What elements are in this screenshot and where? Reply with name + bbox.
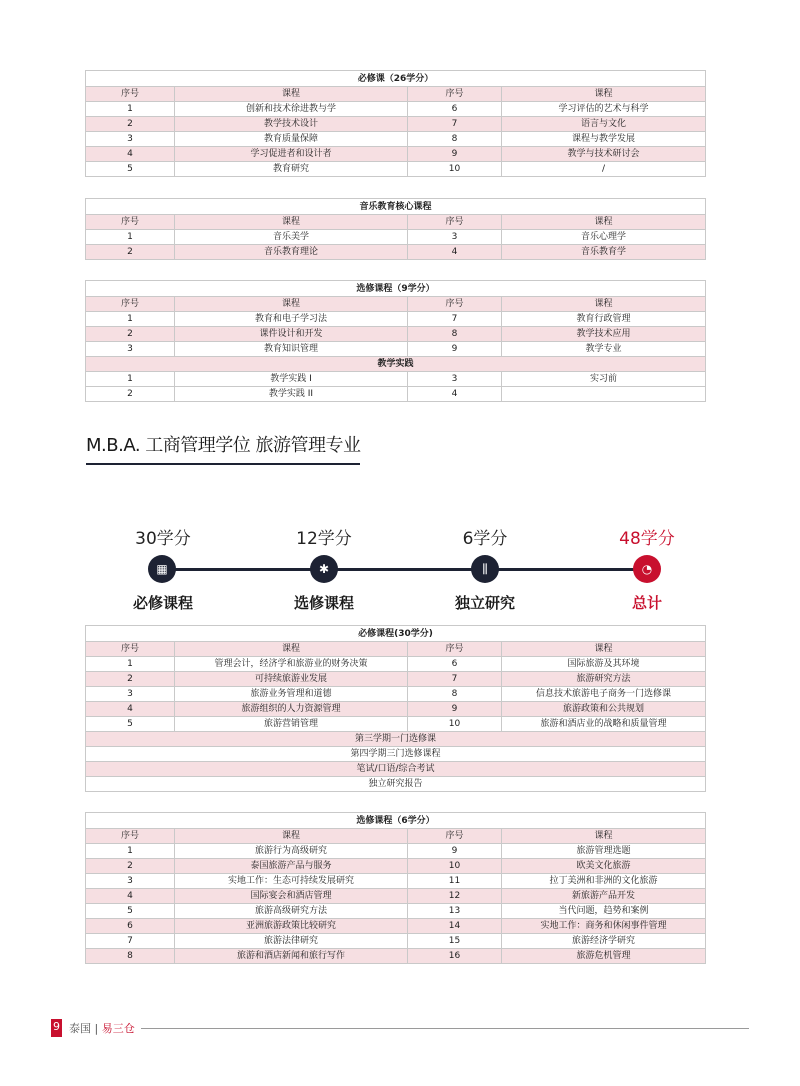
- cell-course: 实习前: [502, 372, 706, 387]
- cell-no: 2: [86, 859, 175, 874]
- header-no: 序号: [86, 87, 175, 102]
- header-course: 课程: [502, 829, 706, 844]
- cell-course: 音乐心理学: [502, 230, 706, 245]
- note-row: 独立研究报告: [86, 777, 706, 792]
- cell-no: 1: [86, 372, 175, 387]
- cell-no: 4: [408, 387, 502, 402]
- header-no: 序号: [86, 215, 175, 230]
- cell-no: 10: [408, 162, 502, 177]
- cell-no: 8: [86, 949, 175, 964]
- header-no: 序号: [86, 297, 175, 312]
- note-row: 第四学期三门选修课程: [86, 747, 706, 762]
- table-row: [86, 859, 706, 874]
- timeline-label-required: 必修课程: [132, 594, 193, 612]
- table-row: [86, 372, 706, 387]
- cell-no: 6: [408, 102, 502, 117]
- cell-course: 教学技术应用: [502, 327, 706, 342]
- section-title: M.B.A. 工商管理学位 旅游管理专业: [86, 431, 360, 465]
- cell-course: 学习促进者和设计者: [175, 147, 408, 162]
- cell-no: 3: [86, 132, 175, 147]
- table-row: [86, 230, 706, 245]
- elective-courses-table-1: [85, 280, 706, 402]
- cell-no: 9: [408, 844, 502, 859]
- header-course: 课程: [502, 215, 706, 230]
- required-courses-table-1: [85, 70, 706, 177]
- table-row: [86, 117, 706, 132]
- cell-course: 旅游经济学研究: [502, 934, 706, 949]
- asterisk-icon: ✱: [310, 555, 338, 583]
- cell-no: 9: [408, 702, 502, 717]
- cell-course: 旅游危机管理: [502, 949, 706, 964]
- cell-course: 课件设计和开发: [175, 327, 408, 342]
- header-course: 课程: [502, 642, 706, 657]
- table-row: [86, 874, 706, 889]
- header-course: 课程: [175, 642, 408, 657]
- cell-no: 1: [86, 844, 175, 859]
- cell-no: 8: [408, 687, 502, 702]
- cell-course: 课程与教学发展: [502, 132, 706, 147]
- cell-no: 16: [408, 949, 502, 964]
- table-row: [86, 342, 706, 357]
- cell-no: 9: [408, 147, 502, 162]
- page-number: 9: [51, 1019, 62, 1037]
- cell-course: 欧美文化旅游: [502, 859, 706, 874]
- cell-no: 1: [86, 312, 175, 327]
- cell-course: 教学专业: [502, 342, 706, 357]
- pie-chart-icon: ◔: [633, 555, 661, 583]
- cell-course: [502, 387, 706, 402]
- cell-no: 3: [86, 342, 175, 357]
- cell-course: 可持续旅游业发展: [175, 672, 408, 687]
- header-course: 课程: [502, 297, 706, 312]
- cell-no: 8: [408, 327, 502, 342]
- cell-course: 旅游高级研究方法: [175, 904, 408, 919]
- cell-no: 3: [408, 230, 502, 245]
- table-row: [86, 934, 706, 949]
- cell-course: 旅游管理选题: [502, 844, 706, 859]
- cell-no: 2: [86, 327, 175, 342]
- cell-no: 6: [408, 657, 502, 672]
- grid-icon: ▦: [148, 555, 176, 583]
- cell-no: 5: [86, 717, 175, 732]
- cell-no: 10: [408, 859, 502, 874]
- cell-course: 教育知识管理: [175, 342, 408, 357]
- cell-course: 实地工作：商务和休闲事件管理: [502, 919, 706, 934]
- timeline-line: [162, 568, 654, 571]
- cell-course: 创新和技术徐进教与学: [175, 102, 408, 117]
- table-row: [86, 387, 706, 402]
- cell-no: 3: [408, 372, 502, 387]
- cell-no: 2: [86, 245, 175, 260]
- header-no: 序号: [408, 829, 502, 844]
- header-no: 序号: [408, 87, 502, 102]
- cell-no: 4: [86, 702, 175, 717]
- cell-course: 旅游营销管理: [175, 717, 408, 732]
- cell-no: 1: [86, 102, 175, 117]
- header-no: 序号: [86, 829, 175, 844]
- cell-course: 旅游业务管理和道德: [175, 687, 408, 702]
- cell-no: 6: [86, 919, 175, 934]
- cell-no: 7: [408, 672, 502, 687]
- cell-no: 5: [86, 162, 175, 177]
- cell-course: 教育研究: [175, 162, 408, 177]
- cell-course: 音乐美学: [175, 230, 408, 245]
- cell-no: 3: [86, 874, 175, 889]
- cell-course: /: [502, 162, 706, 177]
- table-row: [86, 702, 706, 717]
- table-row: [86, 672, 706, 687]
- note-row: 第三学期一门选修课: [86, 732, 706, 747]
- table-title: 音乐教育核心课程: [86, 199, 706, 215]
- cell-course: 国际宴会和酒店管理: [175, 889, 408, 904]
- cell-course: 语言与文化: [502, 117, 706, 132]
- table-subtitle: 教学实践: [86, 357, 706, 372]
- note-row: 笔试/口语/综合考试: [86, 762, 706, 777]
- cell-course: 旅游行为高级研究: [175, 844, 408, 859]
- timeline-credit-required: 30学分: [135, 529, 191, 549]
- cell-course: 旅游研究方法: [502, 672, 706, 687]
- table-row: [86, 312, 706, 327]
- cell-course: 教学技术设计: [175, 117, 408, 132]
- cell-course: 信息技术旅游电子商务一门选修课: [502, 687, 706, 702]
- footer-text: [69, 1020, 135, 1036]
- cell-course: 实地工作：生态可持续发展研究: [175, 874, 408, 889]
- cell-no: 5: [86, 904, 175, 919]
- cell-course: 教学与技术研讨会: [502, 147, 706, 162]
- timeline-credit-elective: 12学分: [296, 529, 352, 549]
- table-row: [86, 132, 706, 147]
- table-row: [86, 687, 706, 702]
- cell-no: 15: [408, 934, 502, 949]
- cell-no: 2: [86, 117, 175, 132]
- cell-course: 旅游政策和公共规划: [502, 702, 706, 717]
- mba-elective-courses-table: [85, 812, 706, 964]
- header-course: 课程: [175, 829, 408, 844]
- timeline-label-elective: 选修课程: [293, 594, 354, 612]
- mba-required-courses-table: [85, 625, 706, 792]
- cell-no: 12: [408, 889, 502, 904]
- cell-no: 4: [86, 889, 175, 904]
- header-course: 课程: [175, 87, 408, 102]
- table-row: [86, 949, 706, 964]
- footer-brand: 易三仓: [101, 1022, 135, 1035]
- cell-course: 学习评估的艺术与科学: [502, 102, 706, 117]
- timeline-credit-total: 48学分: [619, 529, 675, 549]
- cell-no: 13: [408, 904, 502, 919]
- cell-course: 当代问题，趋势和案例: [502, 904, 706, 919]
- music-core-courses-table: [85, 198, 706, 260]
- header-no: 序号: [408, 297, 502, 312]
- header-no: 序号: [408, 215, 502, 230]
- timeline-credit-research: 6学分: [462, 529, 508, 549]
- cell-no: 1: [86, 657, 175, 672]
- cell-course: 泰国旅游产品与服务: [175, 859, 408, 874]
- cell-course: 教学实践 II: [175, 387, 408, 402]
- cell-no: 11: [408, 874, 502, 889]
- header-course: 课程: [175, 215, 408, 230]
- cell-no: 8: [408, 132, 502, 147]
- cell-course: 拉丁美洲和非洲的文化旅游: [502, 874, 706, 889]
- table-row: [86, 102, 706, 117]
- table-title: 选修课程（6学分）: [86, 813, 706, 829]
- cell-course: 教育和电子学习法: [175, 312, 408, 327]
- cell-course: 旅游组织的人力资源管理: [175, 702, 408, 717]
- footer-separator: |: [94, 1022, 99, 1035]
- cell-course: 新旅游产品开发: [502, 889, 706, 904]
- header-course: 课程: [502, 87, 706, 102]
- cell-course: 教育行政管理: [502, 312, 706, 327]
- cell-no: 9: [408, 342, 502, 357]
- cell-course: 亚洲旅游政策比较研究: [175, 919, 408, 934]
- cell-course: 教学实践 I: [175, 372, 408, 387]
- table-row: [86, 327, 706, 342]
- cell-no: 1: [86, 230, 175, 245]
- books-icon: ⫼: [471, 555, 499, 583]
- cell-course: 旅游法律研究: [175, 934, 408, 949]
- cell-no: 3: [86, 687, 175, 702]
- table-title: 必修课（26学分）: [86, 71, 706, 87]
- table-title: 必修课程(30学分): [86, 626, 706, 642]
- table-row: [86, 147, 706, 162]
- header-no: 序号: [86, 642, 175, 657]
- table-row: [86, 919, 706, 934]
- table-row: [86, 717, 706, 732]
- header-no: 序号: [408, 642, 502, 657]
- cell-no: 14: [408, 919, 502, 934]
- cell-course: 音乐教育学: [502, 245, 706, 260]
- table-row: [86, 904, 706, 919]
- cell-course: 音乐教育理论: [175, 245, 408, 260]
- table-row: [86, 245, 706, 260]
- cell-no: 7: [408, 117, 502, 132]
- table-row: [86, 844, 706, 859]
- cell-course: 国际旅游及其环境: [502, 657, 706, 672]
- cell-no: 10: [408, 717, 502, 732]
- cell-no: 7: [86, 934, 175, 949]
- header-course: 课程: [175, 297, 408, 312]
- cell-course: 旅游和酒店业的战略和质量管理: [502, 717, 706, 732]
- cell-course: 教育质量保障: [175, 132, 408, 147]
- cell-course: 管理会计，经济学和旅游业的财务决策: [175, 657, 408, 672]
- cell-no: 2: [86, 672, 175, 687]
- timeline-label-research: 独立研究: [454, 594, 515, 612]
- table-row: [86, 889, 706, 904]
- footer-country: 泰国: [69, 1022, 91, 1035]
- table-row: [86, 162, 706, 177]
- table-title: 选修课程（9学分）: [86, 281, 706, 297]
- footer-rule: [141, 1028, 749, 1029]
- cell-no: 2: [86, 387, 175, 402]
- cell-course: 旅游和酒店新闻和旅行写作: [175, 949, 408, 964]
- cell-no: 4: [86, 147, 175, 162]
- table-row: [86, 657, 706, 672]
- timeline-label-total: 总计: [631, 594, 662, 612]
- cell-no: 7: [408, 312, 502, 327]
- cell-no: 4: [408, 245, 502, 260]
